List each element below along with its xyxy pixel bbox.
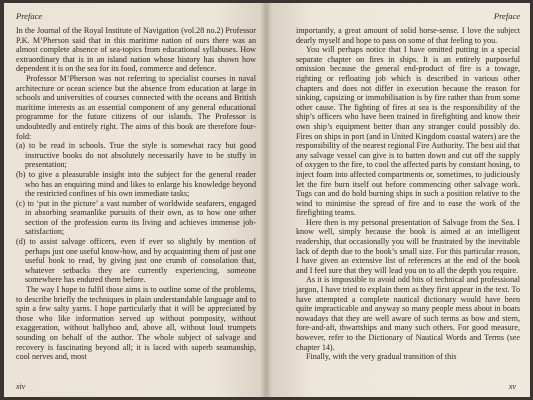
right-running-head: Preface <box>493 11 520 21</box>
left-page-number: xiv <box>16 382 26 391</box>
right-paragraph-4: As it is impossible to avoid odd bits of technical and professional jargon, I have tried to explain them as they first appear in the text. To have attempted a complete nautical dictionary would have been quite impracticable and anyway so many people mess about in boats nowadays that they are well aware of such terms as bow and stern, fore-and-aft, thwartships and many such others. For good measure, however, refer to the Dictionary of Nautical Words and Terms (see chapter 14). <box>296 275 520 352</box>
book-spread <box>4 3 530 397</box>
left-body-text <box>16 26 256 362</box>
right-paragraph-5: Finally, with the very gradual transition of this <box>306 352 457 362</box>
left-paragraph-2: Professor M’Pherson was not referring to specialist courses in naval architecture or ocean science but the absence from education at large in schools and universities of courses connected with the oceans and British maritime interests as an essential component of any general educational programme for the future citizens of our islands. The Professor is undoubtedly and entirely right. The aims of this book are therefore four-fold: <box>16 73 256 141</box>
left-list-item-d: (d) to assist salvage officers, even if ever so slightly by mention of perhaps just one useful know-how, and by acquainting them of just one useful book to read, by giving just one crumb of consolation that, whatever setbacks they are currently experiencing, someone somewhere has endured them before. <box>16 237 256 285</box>
left-list-item-a: (a) to be read in schools. True the style is somewhat racy but good instructive books do not absolutely necessarily have to be stuffy in presentation; <box>16 141 256 170</box>
right-page <box>266 3 530 397</box>
left-list-item-b: (b) to give a pleasurable insight into the subject for the general reader who has an enquiring mind and likes to enlarge his knowledge beyond the restricted confines of his own immediate tasks; <box>16 169 256 199</box>
right-paragraph-1: importantly, a great amount of solid horse-sense. I love the subject dearly myself and hope to pass on some of that feeling to you. <box>296 26 520 45</box>
left-running-head: Preface <box>16 11 43 21</box>
left-paragraph-3: The way I hope to fulfil those aims is to outline some of the problems, to describe briefly the techniques in plain understandable language and to spin a few salty yarns. I hope particularly that it will be appreciated by those who like information served up without pomposity, without exaggeration, without ballyhoo and, above all, without loud trumpets sounding on behalf of the author. The whole subject of salvage and recovery is fascinating beyond all; it is laced with superb seamanship, cool nerves and, most <box>16 285 256 362</box>
left-list-item-c: (c) to ‘put in the picture’ a vast number of worldwide seafarers, engaged in absorbing seamanlike pursuits of their own, as to how one other section of the profession earns its living and achieves immense job-satisfaction; <box>16 198 256 237</box>
right-paragraph-2: You will perhaps notice that I have omitted putting in a special separate chapter on fires in ships. It is an entirely purposeful omission because the general end-product of fire is a towage, righting or refloating job which is described in various other chapters and does not differ in execution because the reason for sinking, capsizing or immobilisation is by fire rather than from some other cause. The fighting of fires at sea is the responsibility of the ship’s officers who have been trained in firefighting and know their own ship’s equipment better than any stranger could possibly do. Fires on ships in port (and in United Kingdom coastal waters) are the responsibility of the nearest regional Fire Authority. The best aid that any salvage vessel can give is to batten down and cut off the supply of oxygen to the fire, to cool the affected parts by constant hosing, to inject foam into affected compartments or, sometimes, to judiciously let the fire burn itself out before commencing other salvage work. Tugs can and do hold burning ships in such a position relative to the wind to minimise the spread of fire and to ease the work of the firefighting teams. <box>296 45 520 218</box>
right-page-number: xv <box>508 382 516 391</box>
right-paragraph-3: Here then is my personal presentation of Salvage from the Sea. I know well, simply because the book is aimed at an intelligent readership, that occasionally you will be frustrated by the inevitable lack of depth due to the book’s small size. For this particular reason, I have given an extensive list of references at the end of the book and I feel sure that they will lead you on to all the depth you require. <box>296 217 520 275</box>
left-paragraph-1: In the Journal of the Royal Institute of Navigation (vol.28 no.2) Professor P.K. M’Pherson said that in this maritime nation of ours there was an almost complete absence of sea-topics from educational syllabuses. How extraordinary that is in an island nation whose history has shown how dependent it is on the sea for its food, commerce and defence. <box>16 26 256 74</box>
book-gutter-shadow <box>260 3 272 397</box>
left-page <box>4 3 266 397</box>
right-body-text <box>296 26 520 362</box>
